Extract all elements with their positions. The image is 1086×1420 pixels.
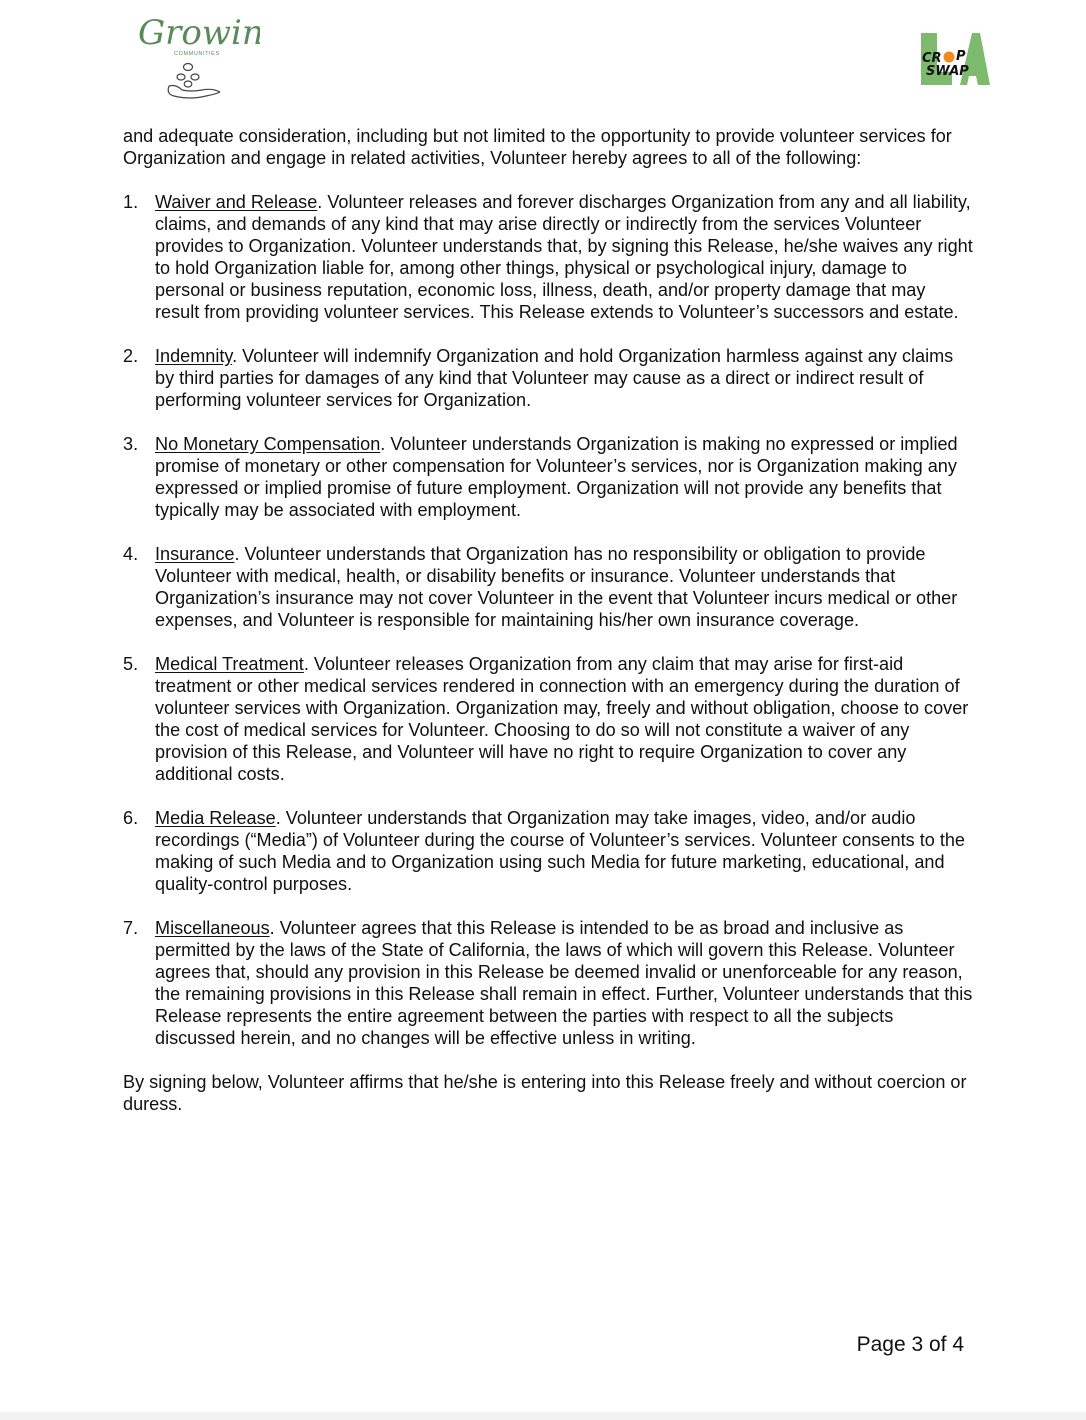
term-body: [155, 543, 973, 631]
term-medical-treatment: [123, 653, 973, 785]
term-body: [155, 807, 973, 895]
term-body: [155, 653, 973, 785]
intro-paragraph: and adequate consideration, including but not limited to the opportunity to provide volunteer services for Organization and engage in related activities, Volunteer hereby agrees to all of the following:: [123, 126, 952, 168]
term-number: 2.: [123, 346, 139, 366]
term-indemnity: [123, 345, 973, 411]
term-number: 6.: [123, 808, 139, 828]
term-number: 3.: [123, 434, 139, 454]
svg-text:P: P: [956, 49, 966, 64]
term-heading: No Monetary Compensation: [155, 434, 381, 454]
page-bottom-edge: [0, 1412, 1086, 1420]
term-text: . Volunteer understands that Organization may take images, video, and/or audio recordings (“Media”) of Volunteer during the course of Volunteer’s services. Volunteer consents to the making of such Media and to Organization using such Media for future marketing, educational, and quality-control purposes.: [155, 808, 965, 894]
term-text: . Volunteer will indemnify Organization and hold Organization harmless against any claims by third parties for damages of any kind that Volunteer may cause as a direct or indirect result of performing volunteer services for Organization.: [155, 346, 954, 410]
term-heading: Media Release: [155, 808, 276, 828]
closing-paragraph: By signing below, Volunteer affirms that he/she is entering into this Release freely and without coercion or duress.: [123, 1072, 967, 1114]
term-text: . Volunteer understands Organization is making no expressed or implied promise of monetary or other compensation for Volunteer’s services, nor is Organization making any expressed or implied promise of future employment. Organization will not provide any benefits that typically may be associated with employment.: [155, 434, 958, 520]
term-no-monetary-compensation: [123, 433, 973, 521]
term-number: 1.: [123, 192, 139, 212]
term-text: . Volunteer understands that Organization has no responsibility or obligation to provide Volunteer with medical, health, or disability benefits or insurance. Volunteer understands that Organization’s insurance may not cover Volunteer in the event that Volunteer incurs medical or other expenses, and Volunteer is responsible for maintaining his/her own insurance coverage.: [155, 544, 958, 630]
svg-text:CR: CR: [922, 51, 942, 66]
svg-text:Growing: Growi: [138, 13, 242, 53]
term-text: . Volunteer releases and forever discharges Organization from any and all liability, claims, and demands of any kind that may arise directly or indirectly from the services Volunteer provides to Organization. Volunteer understands that, by signing this Release, he/she waives any right to hold Organization liable for, among other things, physical or psychological injury, damage to personal or business reputation, economic loss, illness, death, and/or property damage that may result from providing volunteer services. This Release extends to Volunteer’s successors and estate.: [155, 192, 973, 322]
term-body: [155, 191, 973, 323]
term-heading: Waiver and Release: [155, 192, 318, 212]
term-number: 7.: [123, 918, 139, 938]
term-media-release: [123, 807, 973, 895]
term-body: [155, 917, 973, 1049]
growing-communities-logo: [136, 8, 260, 104]
term-insurance: [123, 543, 973, 631]
term-body: [155, 433, 973, 521]
release-body: [123, 125, 973, 1137]
svg-text:SWAP: SWAP: [926, 64, 969, 79]
term-text: . Volunteer releases Organization from any claim that may arise for first-aid treatment or other medical services rendered in connection with an emergency during the duration of volunteer services with Organization. Organization may, freely and without obligation, choose to cover the cost of medical services for Volunteer. Choosing to do so will not constitute a waiver of any provision of this Release, and Volunteer will have no right to require Organization to cover any additional costs.: [155, 654, 969, 784]
crop-swap-la-logo: [920, 32, 990, 86]
term-heading: Miscellaneous: [155, 918, 270, 938]
term-body: [155, 345, 973, 411]
term-number: 5.: [123, 654, 139, 674]
term-heading: Medical Treatment: [155, 654, 304, 674]
term-text: . Volunteer agrees that this Release is intended to be as broad and inclusive as permitted by the laws of the State of California, the laws of which will govern this Release. Volunteer agrees that, should any provision in this Release be deemed invalid or unenforceable for any reason, the remaining provisions in this Release shall remain in effect. Further, Volunteer understands that this Release represents the entire agreement between the parties with respect to all the subjects discussed herein, and no changes will be effective unless in writing.: [155, 918, 973, 1048]
release-terms-list: [123, 191, 973, 1049]
term-miscellaneous: [123, 917, 973, 1049]
svg-text:COMMUNITIES: COMMUNITIES: [174, 51, 220, 57]
page-number: Page 3 of 4: [856, 1333, 964, 1356]
term-heading: Insurance: [155, 544, 235, 564]
term-number: 4.: [123, 544, 139, 564]
term-waiver-and-release: [123, 191, 973, 323]
term-heading: Indemnity: [155, 346, 233, 366]
